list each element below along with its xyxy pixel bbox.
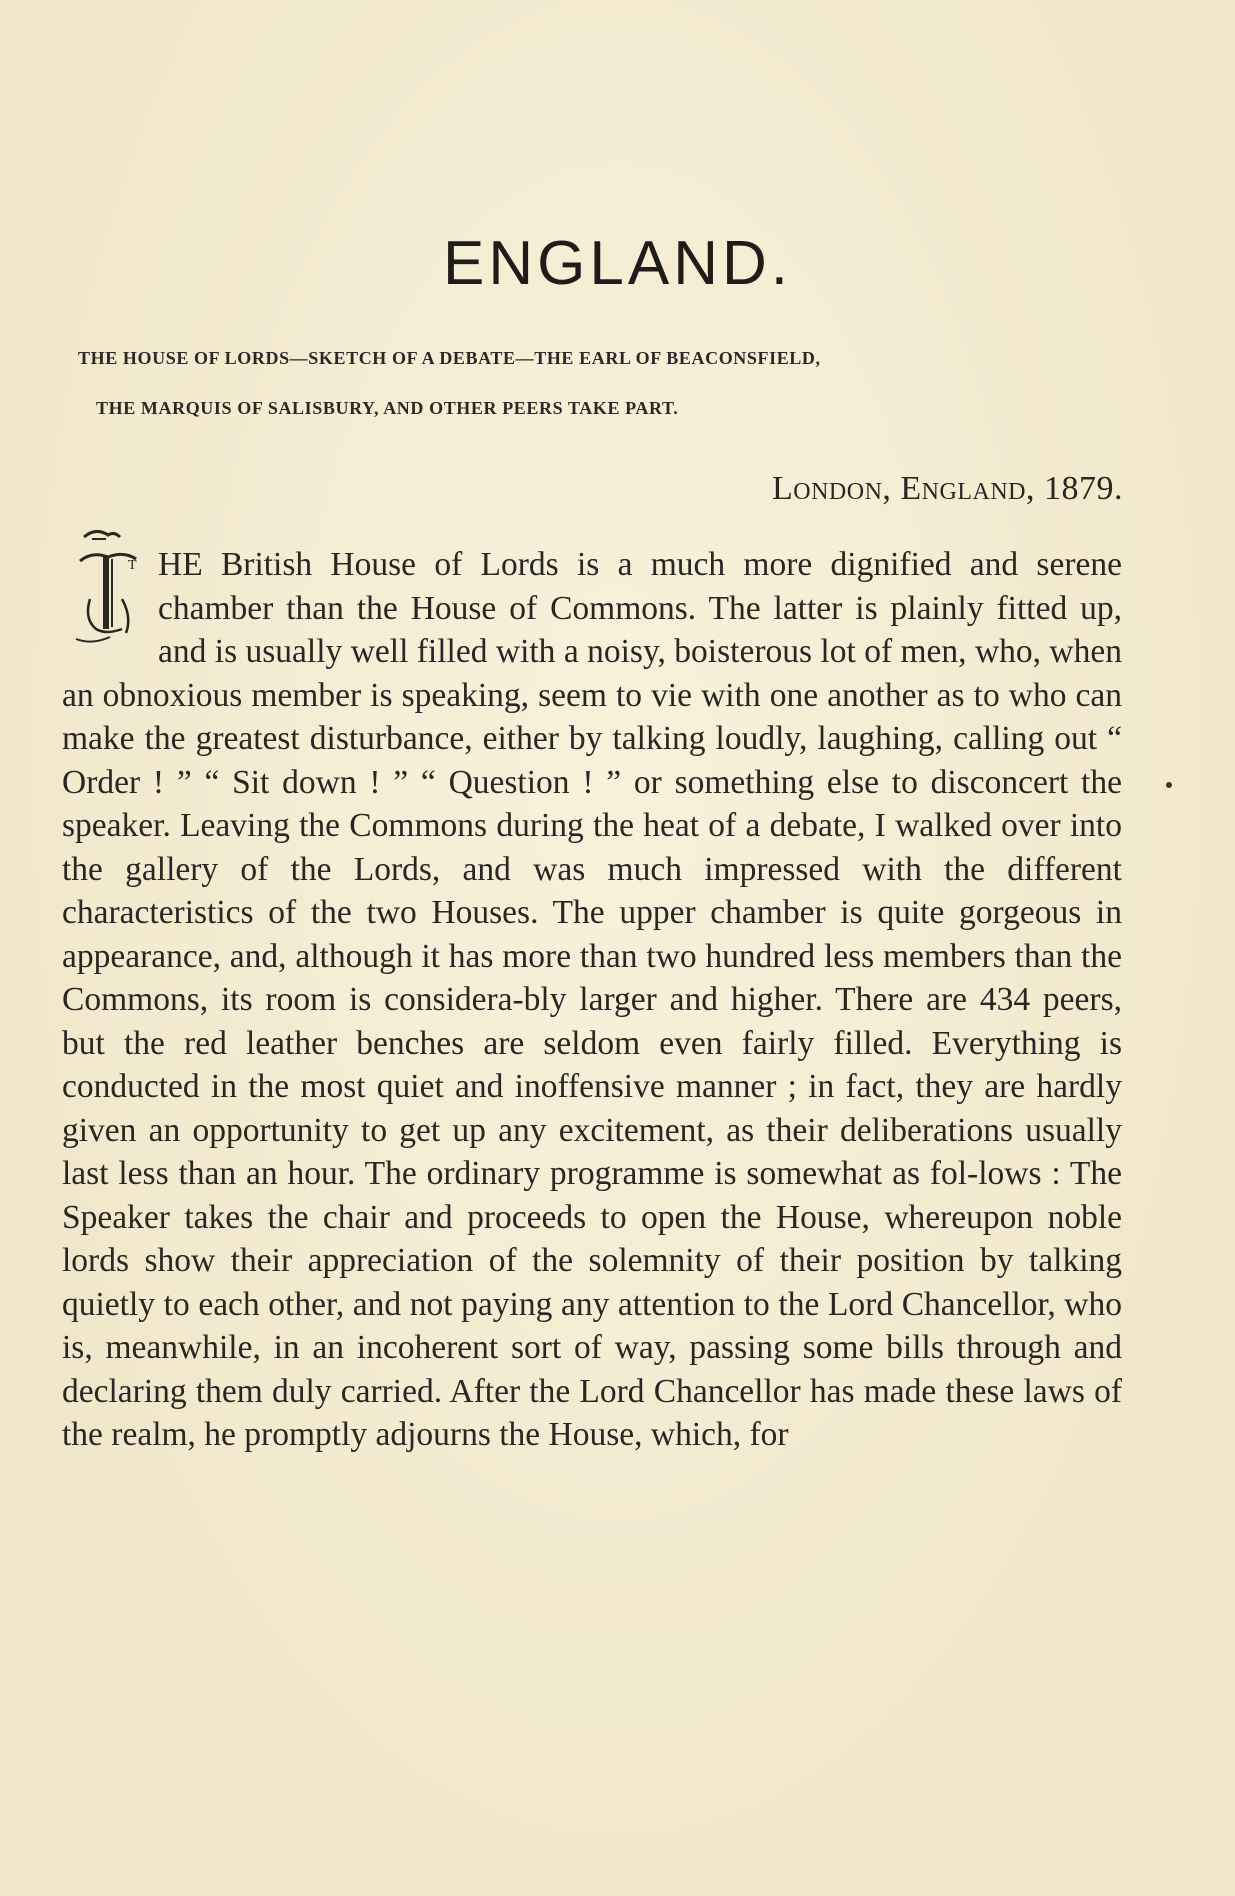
drop-cap-ornament-icon — [62, 529, 154, 647]
ornamental-drop-cap — [62, 529, 154, 647]
body-paragraph — [62, 543, 1122, 1457]
dateline: London, England, 1879. — [771, 470, 1123, 507]
chapter-subtitle-line-1: THE HOUSE OF LORDS—SKETCH OF A DEBATE—THE EARL OF BEACONSFIELD, — [78, 348, 821, 368]
drop-cap-letter: T — [128, 558, 137, 573]
chapter-subtitle-line-2: THE MARQUIS OF SALISBURY, AND OTHER PEERS TAKE PART. — [96, 398, 679, 418]
ink-speck — [1166, 782, 1172, 788]
body-text: HE British House of Lords is a much more dignified and serene chamber than the House of Commons. The latter is plainly fitted up, and is usually well filled with a noisy, boisterous lot of men, who, when an obnoxious member is speaking, seem to vie with one another as to who can make the greatest disturbance, either by talking loudly, laughing, calling out “ Order ! ” “ Sit down ! ” “ Question ! ” or something else to disconcert the speaker. Leaving the Commons during the heat of a debate, I walked over into the gallery of the Lords, and was much impressed with the different characteristics of the two Houses. The upper chamber is quite gorgeous in appearance, and, although it has more than two hundred less members than the Commons, its room is considera-bly larger and higher. There are 434 peers, but the red leather benches are seldom even fairly filled. Everything is conducted in the most quiet and inoffensive manner ; in fact, they are hardly given an opportunity to get up any excitement, as their deliberations usually last less than an hour. The ordinary programme is somewhat as fol-lows : The Speaker takes the chair and proceeds to open the House, whereupon noble lords show their appreciation of the solemnity of their position by talking quietly to each other, and not paying any attention to the Lord Chancellor, who is, meanwhile, in an incoherent sort of way, passing some bills through and declaring them duly carried. After the Lord Chancellor has made these laws of the realm, he promptly adjourns the House, which, for — [62, 546, 1122, 1453]
chapter-title: ENGLAND. — [443, 229, 792, 298]
